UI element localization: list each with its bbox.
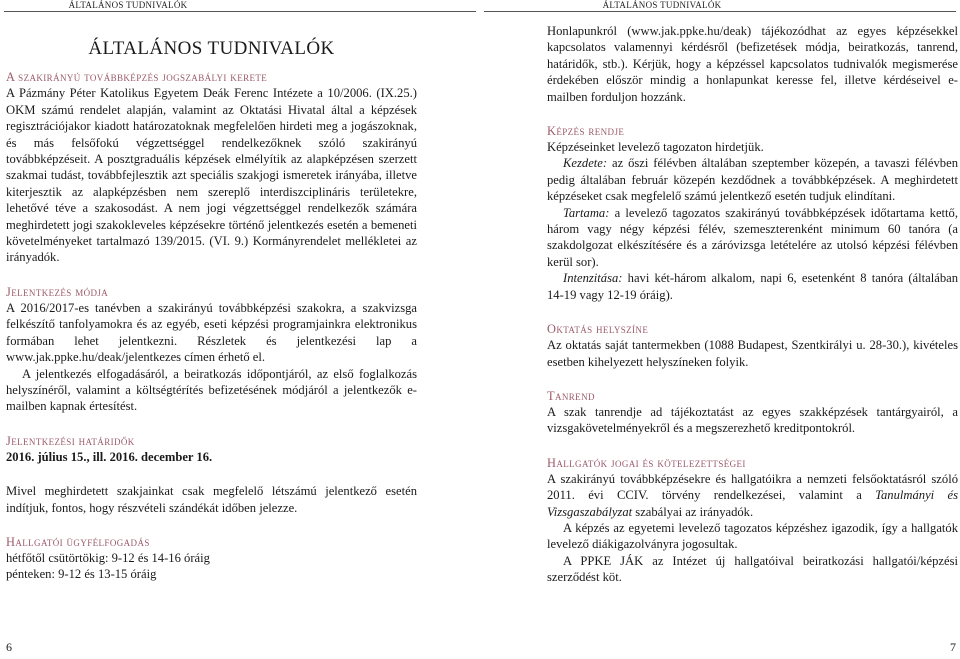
header-rule-right (484, 11, 956, 12)
paragraph (547, 270, 958, 303)
intro-paragraph: Honlapunkról (www.jak.ppke.hu/deak) tájékozódhat az egyes képzésekkel kapcsolatos valamennyi kérdésről (befizetések módja, beiratkozás, tanrend, határidők, stb.). Kérjük, hogy a képzéssel kapcsolatos tudnivalók megismerése érdekében először mindig a honlapunkat keresse fel, illetve kérdéseivel e-mailben forduljon hozzánk. (547, 24, 958, 104)
section-heading-location: Oktatás helyszíne (547, 322, 649, 337)
legal-text-3: A nem jogi végzettséggel rendelkezők számára meghirdetett jogi szakokleveles képzésekre történő jelentkezés esetén a bemeneti követelményeket tartalmazó 139/2015. (VI. 9.) Kormányrendelet mellékletei az irányadók. (6, 201, 417, 265)
office-hours-line: hétfőtől csütörtökig: 9-12 és 14-16 óráig (6, 550, 210, 565)
term-text: az őszi félévben általában szeptember közepén, a tavaszi félévben pedig általában február közepén kezdődnek a továbbképzések. A meghirdetett képzéseket csak megfelelő számú jelentkező esetén tudjuk elindítani. (547, 156, 958, 204)
paragraph: A 2016/2017-es tanévben a szakirányú továbbképzési szakokra, a szakvizsga felkészítő tanfolyamokra és az egyéb, eseti képzési programjainkra elektronikus formában lehet jelentkezni. Részletek és jelentkezési lap a www.jak.ppke.hu/deak/jelentkezes címen érhető el. (6, 300, 417, 365)
text-segment: szabályai az irányadók. (632, 504, 754, 519)
paragraph: Az oktatás saját tantermekben (1088 Budapest, Szentkirályi u. 28-30.), kivételes esetben kihelyezett helyszíneken folyik. (547, 338, 958, 369)
paragraph (547, 471, 958, 520)
page-title: ÁLTALÁNOS TUDNIVALÓK (88, 38, 335, 59)
paragraph: Mivel meghirdetett szakjainkat csak megfelelő létszámú jelentkező esetén indítjuk, fontos, hogy részvételi szándékát időben jelezze. (6, 484, 417, 515)
paragraph: A PPKE JÁK az Intézet új hallgatóival beiratkozási hallgatói/képzési szerződést köt. (547, 553, 958, 585)
section-heading-legal: A szakirányú továbbképzés jogszabályi kerete (6, 70, 268, 85)
legal-text-2: A posztgraduális képzések elmélyítik az alapképzésen szerzett szakmai tudást, továbbfejlesztik azt speciális szakjogi ismeretek irányába, illetve kiterjesztik az alapképzésben nem szereplő interdiszciplináris területekre, lehetővé téve a szakosodást. (6, 152, 417, 216)
page-number: 6 (6, 640, 12, 654)
section-heading-training-order: Képzés rendje (547, 124, 625, 139)
paragraph (547, 205, 958, 271)
term-label: Intenzitása: (563, 271, 623, 286)
office-hours-line: pénteken: 9-12 és 13-15 óráig (6, 567, 157, 582)
paragraph (547, 155, 958, 204)
term-text: havi két-három alkalom, napi 6, esetenként 8 tanóra (általában 14-19 vagy 12-19 óráig). (547, 271, 958, 302)
term-text: a levelező tagozatos szakirányú továbbképzések időtartama kettő, három vagy négy képzési félév, szemeszterenként minimum 60 tanóra (a szakdolgozat elkészítésére és a záróvizsga letételére az utolsó képzési félévben kerül sor). (547, 205, 958, 269)
running-header-left: ÁLTALÁNOS TUDNIVALÓK (68, 0, 188, 10)
paragraph: A szak tanrendje ad tájékoztatást az egyes szakképzések tantárgyairól, a vizsgakövetelményekről és a megszerezhető kreditpontokról. (547, 404, 958, 436)
right-column (547, 23, 958, 586)
paragraph: A képzés az egyetemi levelező tagozatos képzéshez igazodik, így a hallgatók levelező diákigazolványra jogosultak. (547, 520, 958, 552)
term-label: Tartama: (563, 205, 610, 220)
left-column (6, 23, 417, 583)
paragraph: A jelentkezés elfogadásáról, a beiratkozás időpontjáról, az első foglalkozás helyszínéről, valamint a költségtérítés befizetésének módjáról a jelentkezők e-mailben kapnak értesítést. (6, 366, 417, 414)
section-heading-application: Jelentkezés módja (6, 284, 109, 299)
legal-text-1: A Pázmány Péter Katolikus Egyetem Deák Ferenc Intézete a 10/2006. (IX.25.) OKM számú rendelet alapján, valamint az Oktatási Hivatal által a képzések regisztrációjakor kiadott határozatoknak megfelelően hirdeti meg a jogászoknak, és más felsőfokú végzettséggel rendelkezőknek szóló szakirányú továbbképzéseit. (6, 86, 417, 167)
page-number: 7 (950, 640, 956, 654)
deadline-dates: 2016. július 15., ill. 2016. december 16. (6, 449, 213, 464)
section-heading-deadlines: Jelentkezési határidők (6, 433, 135, 448)
paragraph (6, 85, 417, 265)
text-segment: A szakirányú továbbképzésekre és hallgatóikra a nemzeti felsőoktatásról szóló 2011. évi CCIV. törvény rendelkezései, valamint a (547, 471, 958, 503)
running-header-right: ÁLTALÁNOS TUDNIVALÓK (602, 0, 722, 10)
section-heading-curriculum: Tanrend (547, 388, 595, 403)
right-page (480, 0, 960, 659)
paragraph: Képzéseinket levelező tagozaton hirdetjük. (547, 140, 764, 155)
regulation-title: Tanulmányi és Vizsgaszabályzat (547, 488, 958, 519)
section-heading-office-hours: Hallgatói ügyfélfogadás (6, 534, 150, 549)
header-rule-left (4, 11, 476, 12)
term-label: Kezdete: (563, 156, 608, 171)
section-heading-student-rights: Hallgatók jogai és kötelezettségei (547, 455, 746, 470)
